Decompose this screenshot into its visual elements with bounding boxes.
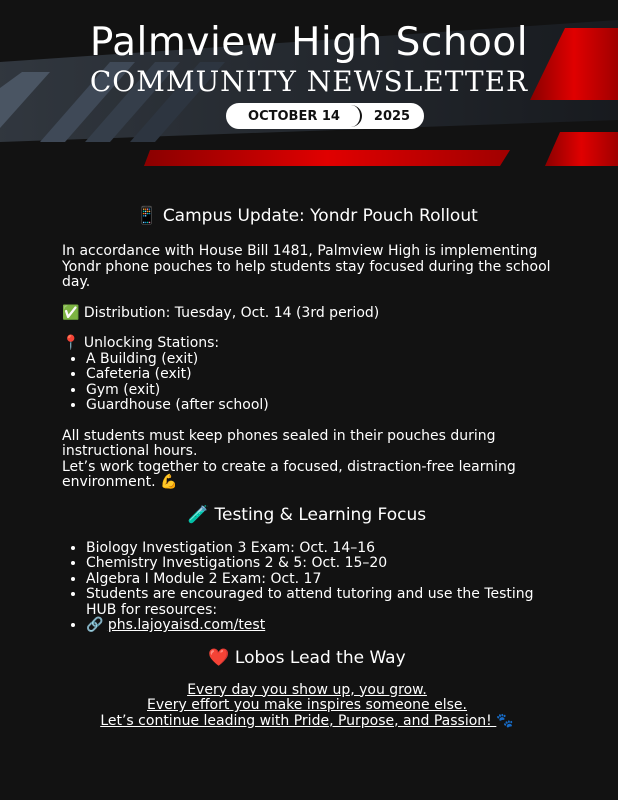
red-stripe bbox=[144, 150, 510, 166]
campus-update-title: Campus Update: Yondr Pouch Rollout bbox=[162, 206, 478, 226]
list-item: • Chemistry Investigations 2 & 5: Oct. 15–20 bbox=[86, 556, 552, 572]
testing-title: Testing & Learning Focus bbox=[214, 504, 427, 525]
pin-icon: 📍 bbox=[62, 335, 80, 351]
list-item: • Algebra I Module 2 Exam: Oct. 17 bbox=[86, 572, 552, 588]
list-item bbox=[86, 618, 552, 634]
list-item: • Cafeteria (exit) bbox=[86, 367, 552, 383]
heart-icon: ❤️ bbox=[208, 647, 230, 668]
newsletter-header bbox=[0, 0, 618, 175]
distribution-text: Distribution: Tuesday, Oct. 14 (3rd period) bbox=[83, 304, 380, 321]
testing-list bbox=[62, 541, 552, 634]
phone-rule-text: All students must keep phones sealed in their pouches during instructional hours. bbox=[62, 427, 496, 459]
test-tube-icon: 🧪 bbox=[187, 504, 210, 525]
list-item: • Gym (exit) bbox=[86, 383, 552, 399]
lobos-title: Lobos Lead the Way bbox=[234, 647, 406, 668]
campus-update-heading bbox=[62, 206, 552, 226]
lobos-heading bbox=[62, 648, 552, 668]
paw-prints-icon: 🐾 bbox=[496, 712, 514, 729]
campus-intro: In accordance with House Bill 1481, Palmview High is implementing Yondr phone pouches to help students stay focused during the school day. bbox=[62, 243, 551, 290]
flexed-arm-icon: 💪 bbox=[160, 474, 178, 490]
phone-icon: 📱 bbox=[136, 206, 158, 226]
check-icon: ✅ bbox=[62, 304, 80, 321]
stations-heading bbox=[62, 336, 552, 352]
date-label: OCTOBER 14 bbox=[228, 105, 362, 127]
lobos-line: Every effort you make inspires someone else. bbox=[147, 697, 467, 713]
lobos-line: Let’s continue leading with Pride, Purpose, and Passion! bbox=[100, 712, 497, 729]
focus-message bbox=[62, 460, 552, 491]
list-item: • A Building (exit) bbox=[86, 352, 552, 368]
list-item: • Students are encouraged to attend tutoring and use the Testing HUB for resources: bbox=[86, 587, 552, 618]
lobos-line-last bbox=[62, 714, 552, 730]
year-label: 2025 bbox=[373, 108, 411, 124]
testing-hub-link[interactable]: phs.lajoyaisd.com/test bbox=[107, 617, 266, 633]
red-stripe bbox=[545, 132, 618, 166]
school-title: Palmview High School bbox=[89, 20, 529, 65]
link-icon: 🔗 bbox=[86, 617, 104, 633]
stations-label: Unlocking Stations: bbox=[83, 335, 220, 351]
testing-heading bbox=[62, 505, 552, 525]
list-item: • Guardhouse (after school) bbox=[86, 398, 552, 414]
stations-list bbox=[62, 352, 552, 414]
focus-message-text: Let’s work together to create a focused, distraction-free learning environment. bbox=[62, 458, 516, 490]
lobos-line: Every day you show up, you grow. bbox=[187, 681, 427, 698]
distribution-line bbox=[62, 306, 552, 322]
newsletter-title: COMMUNITY NEWSLETTER bbox=[89, 65, 529, 98]
lobos-message bbox=[62, 683, 552, 730]
date-badge bbox=[226, 103, 424, 129]
list-item: • Biology Investigation 3 Exam: Oct. 14–16 bbox=[86, 541, 552, 557]
newsletter-content bbox=[62, 200, 552, 729]
